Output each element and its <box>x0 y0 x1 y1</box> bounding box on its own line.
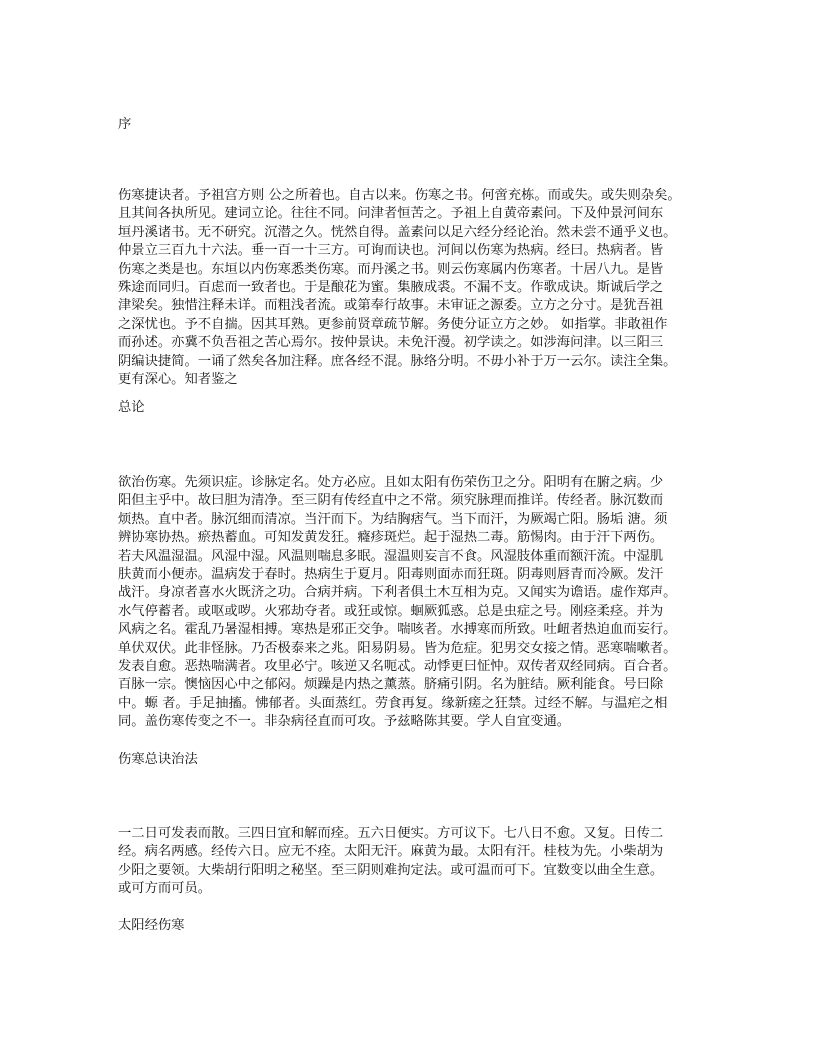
text-line: 仲景立三百九十六法。垂一百一十三方。可询而诀也。河间以伤寒为热病。经曰。热病者。皆 <box>118 243 664 259</box>
section-heading-treatment-methods: 伤寒总诀治法 <box>118 752 198 767</box>
text-line: 阳但主乎中。故曰胆为清净。至三阴有传经直中之不常。须究脉理而推详。传经者。脉沉数而 <box>118 493 664 509</box>
text-line: 殊途而同归。百虑而一致者也。于是酿花为蜜。集腋成裘。不漏不支。作歌成诀。斯诚后学之 <box>118 280 664 296</box>
preface-paragraph <box>118 187 718 389</box>
text-line: 战汗。身凉者喜水火既济之功。合病并病。下利者俱土木互相为克。又闻实为谵语。虚作郑声。 <box>118 585 677 601</box>
text-line: 同。盖伤寒传变之不一。非杂病径直而可攻。予兹略陈其要。学人自宜变通。 <box>118 714 571 730</box>
text-line: 垣丹溪诸书。无不研究。沉潜之久。恍然自得。盖素问以足六经分经论治。然未尝不通乎义也。 <box>118 224 677 240</box>
section-heading-taiyang-cold-damage: 太阳经伤寒 <box>118 918 185 933</box>
text-line: 或可方而可员。 <box>118 881 212 897</box>
text-line: 单伏双伏。此非怪脉。乃否极泰来之兆。阳易阴易。皆为危症。犯男交女接之情。恶寒喘嗽者。 <box>118 640 677 656</box>
text-line: 若夫风温湿温。风湿中湿。风温则喘息多眠。湿温则妄言不食。风湿肢体重而额汗流。中湿肌 <box>118 548 664 564</box>
text-line: 之深忧也。予不自揣。因其耳熟。更参前贤章疏节解。务使分证立方之妙。 如指掌。非敢祖作 <box>118 316 668 332</box>
text-line: 肤黄而小便赤。温病发于春时。热病生于夏月。阳毒则面赤而狂斑。阴毒则唇青而冷厥。发汗 <box>118 567 664 583</box>
text-line: 一二日可发表而散。三四日宜和解而痊。五六日便实。方可议下。七八日不愈。又复。日传二 <box>118 826 664 841</box>
text-line: 发表自愈。恶热喘满者。攻里必宁。咳逆又名呃忒。动悸更曰怔忡。双传者双经同病。百合者。 <box>118 659 677 675</box>
text-line: 欲治伤寒。先须识症。诊脉定名。处方必应。且如太阳有伤荣伤卫之分。阳明有在腑之病。少 <box>118 475 664 490</box>
general-discussion-paragraph <box>118 474 718 732</box>
text-line: 津梁矣。独惜注释未详。而粗浅者流。或第奉行故事。未审证之源委。立方之分寸。是犹吾祖 <box>118 298 664 314</box>
text-line: 经。病名两感。经传六日。应无不痊。太阳无汗。麻黄为最。太阳有汗。桂枝为先。小柴胡为 <box>118 844 664 860</box>
section-heading-preface: 序 <box>118 117 132 132</box>
text-line: 而孙述。亦冀不负吾祖之苦心焉尔。按仲景诀。未免汗漫。初学读之。如涉海问津。以三阳三 <box>118 335 664 351</box>
treatment-methods-paragraph <box>118 825 718 899</box>
text-line: 且其间各执所见。建词立论。往往不同。问津者恒苦之。予祖上自黄帝素问。下及仲景河间东 <box>118 206 664 222</box>
text-line: 伤寒之类是也。东垣以内伤寒悉类伤寒。而丹溪之书。则云伤寒属内伤寒者。十居八九。是皆 <box>118 261 664 277</box>
section-heading-general-discussion: 总论 <box>118 400 145 415</box>
text-line: 阴编诀捷简。一诵了然矣各加注释。庶各经不混。脉络分明。不毋小补于万一云尔。读注全集。 <box>118 353 677 369</box>
text-line: 风病之名。霍乱乃暑湿相搏。寒热是邪正交争。喘咳者。水搏寒而所致。吐衄者热迫血而妄行。 <box>118 622 677 638</box>
text-line: 百脉一宗。懊恼因心中之郁闷。烦躁是内热之薰蒸。脐痛引阴。名为脏结。厥利能食。号曰除 <box>118 677 664 693</box>
text-line: 更有深心。知者鉴之 <box>118 372 238 388</box>
text-line: 少阳之要领。大柴胡行阳明之秘坚。至三阴则难拘定法。或可温而可下。宜数变以曲全生意。 <box>118 862 664 878</box>
text-line: 烦热。直中者。脉沉细而清凉。当汗而下。为结胸痞气。当下而汗，为厥竭亡阳。肠垢 溏。须 <box>118 511 668 527</box>
text-line: 伤寒捷诀者。予祖宫方则 公之所着也。自古以来。伤寒之书。何啻充栋。而或失。或失则杂矣。 <box>118 188 681 203</box>
text-line: 水气停蓄者。或呕或哕。火邪劫夺者。或狂或惊。蛔厥狐惑。总是虫症之号。刚痉柔痉。并为 <box>118 603 664 619</box>
text-line: 中。螈 者。手足抽搐。怫郁者。头面蒸红。劳食再复。缘新瘥之狂禁。过经不解。与温疟之相 <box>118 695 668 711</box>
text-line: 辨协寒协热。瘀热蓄血。可知发黄发狂。癃疹斑烂。起于湿热二毒。筋惕肉。由于汗下两伤。 <box>118 530 664 546</box>
